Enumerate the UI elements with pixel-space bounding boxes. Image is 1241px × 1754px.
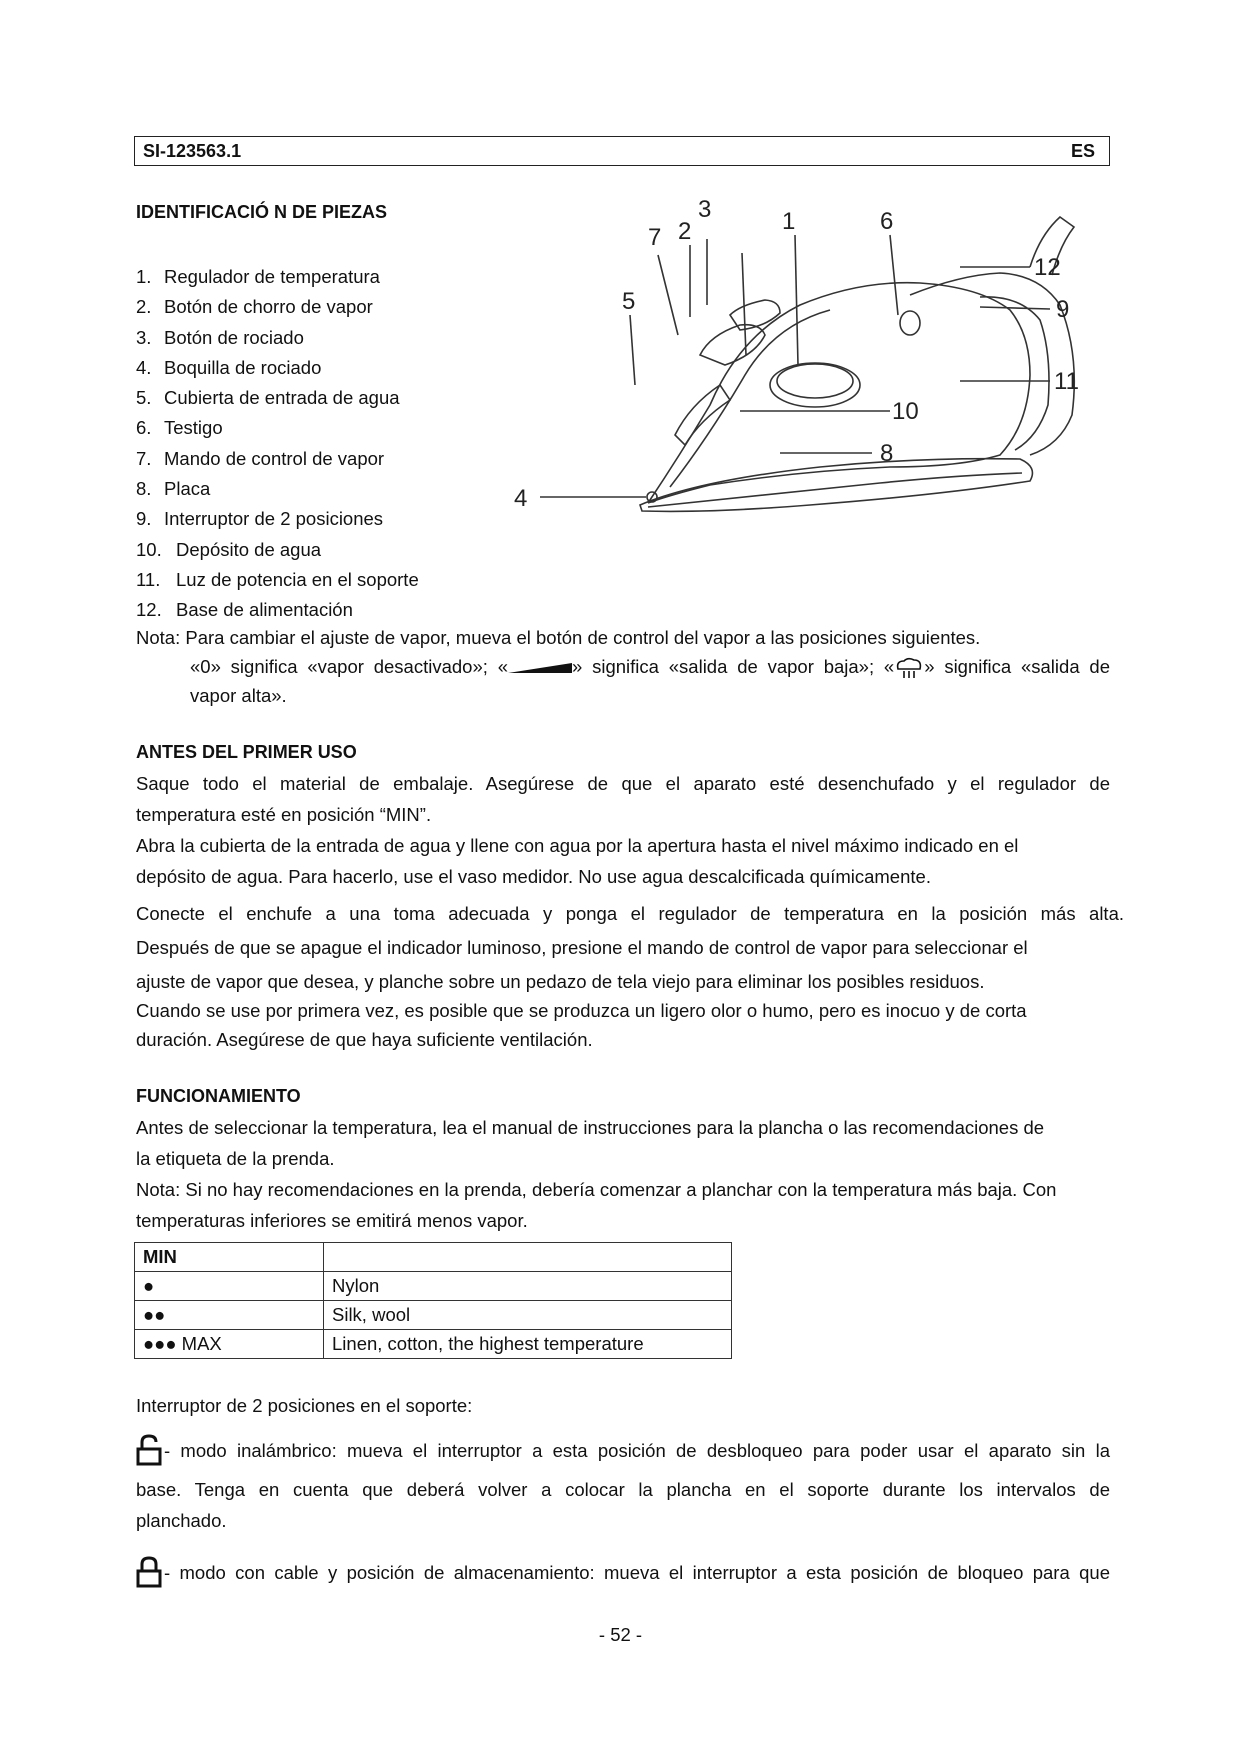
steam-note-line2: «0» significa «vapor desactivado»; « » significa «salida de vapor baja»; « » significa «salida de [190, 652, 1110, 681]
operation-p1-l1: Antes de seleccionar la temperatura, lea el manual de instrucciones para la plancha o las recomendaciones de [136, 1117, 1045, 1138]
temperature-table [134, 1242, 732, 1359]
table-cell: ●●● MAX [135, 1330, 324, 1359]
list-item: 8. Placa [136, 478, 211, 500]
table-cell: Silk, wool [324, 1301, 732, 1330]
switch-intro: Interruptor de 2 posiciones en el soporte: [136, 1395, 473, 1416]
diagram-label-6: 6 [880, 208, 894, 235]
parts-heading: IDENTIFICACIÓ N DE PIEZAS [136, 202, 388, 222]
operation-p2-l1: Nota: Si no hay recomendaciones en la prenda, debería comenzar a planchar con la temperatura más baja. Con [136, 1179, 1057, 1200]
table-cell: Nylon [324, 1272, 732, 1301]
diagram-label-10: 10 [892, 398, 919, 425]
before-use-p4-l2: duración. Asegúrese de que haya suficiente ventilación. [136, 1029, 593, 1050]
cordless-l2: base. Tenga en cuenta que deberá volver a colocar la plancha en el soporte durante los intervalos de [136, 1479, 1110, 1500]
before-use-p3-l2: Después de que se apague el indicador luminoso, presione el mando de control de vapor para seleccionar el [136, 937, 1028, 958]
operation-p1-l2: la etiqueta de la prenda. [136, 1148, 335, 1169]
list-item: 7. Mando de control de vapor [136, 447, 385, 469]
before-use-p4-l1: Cuando se use por primera vez, es posible que se produzca un ligero olor o humo, pero es inocuo y de corta [136, 1000, 1027, 1021]
page-number: - 52 - [598, 1624, 643, 1645]
table-row [135, 1330, 732, 1359]
steam-note: Nota: Para cambiar el ajuste de vapor, mueva el botón de control del vapor a las posiciones siguientes. [136, 627, 981, 648]
table-cell: ● [135, 1272, 324, 1301]
table-row [135, 1243, 732, 1272]
before-use-p3-l3: ajuste de vapor que desea, y planche sobre un pedazo de tela viejo para eliminar los posibles residuos. [136, 971, 985, 992]
before-use-heading: ANTES DEL PRIMER USO [136, 742, 357, 762]
table-cell: ●● [135, 1301, 324, 1330]
operation-p2-l2: temperaturas inferiores se emitirá menos vapor. [136, 1210, 528, 1231]
document-header [134, 136, 1110, 166]
list-item: 4. Boquilla de rociado [136, 356, 322, 378]
table-row [135, 1301, 732, 1330]
diagram-label-5: 5 [622, 288, 636, 315]
before-use-p2-l1: Abra la cubierta de la entrada de agua y llene con agua por la apertura hasta el nivel máximo indicado en el [136, 835, 1019, 856]
steam-note-line3: vapor alta». [190, 685, 287, 706]
corded-l1: - modo con cable y posición de almacenamiento: mueva el interruptor a esta posición de bloqueo para que [136, 1556, 1110, 1588]
before-use-p3-l1: Conecte el enchufe a una toma adecuada y ponga el regulador de temperatura en la posición más alta. [136, 903, 1124, 924]
list-item: 5. Cubierta de entrada de agua [136, 387, 400, 409]
table-cell [324, 1243, 732, 1272]
list-item: 1. Regulador de temperatura [136, 266, 380, 287]
diagram-label-7: 7 [648, 224, 662, 251]
steam-high-icon [894, 657, 924, 679]
diagram-label-12: 12 [1034, 254, 1061, 281]
iron-diagram [514, 196, 1120, 535]
diagram-label-3: 3 [698, 196, 712, 223]
before-use-p2-l2: depósito de agua. Para hacerlo, use el vaso medidor. No use agua descalcificada químicamente. [136, 866, 931, 887]
cordless-l1: - modo inalámbrico: mueva el interruptor a esta posición de desbloqueo para poder usar el aparato sin la [136, 1434, 1110, 1466]
diagram-label-1: 1 [782, 208, 796, 235]
diagram-label-4: 4 [514, 485, 528, 512]
table-cell: MIN [135, 1243, 324, 1272]
operation-heading: FUNCIONAMIENTO [136, 1086, 301, 1106]
list-item: 9. Interruptor de 2 posiciones [136, 508, 384, 530]
table-row [135, 1272, 732, 1301]
document-code: SI-123563.1 [143, 140, 242, 161]
diagram-label-11: 11 [1054, 368, 1079, 395]
language-code: ES [1070, 140, 1095, 161]
diagram-label-9: 9 [1056, 296, 1070, 323]
list-item: 10. Depósito de agua [136, 538, 322, 560]
before-use-p1-l1: Saque todo el material de embalaje. Asegúrese de que el aparato esté desenchufado y el regulador de [136, 773, 1110, 794]
parts-list [136, 262, 419, 626]
list-item: 12. Base de alimentación [136, 599, 353, 621]
cordless-l3: planchado. [136, 1510, 227, 1531]
lock-icon [136, 1556, 162, 1588]
diagram-label-8: 8 [880, 440, 894, 467]
diagram-label-2: 2 [678, 218, 692, 245]
unlock-icon [136, 1434, 162, 1466]
list-item: 2. Botón de chorro de vapor [136, 296, 373, 318]
list-item: 6. Testigo [136, 417, 223, 439]
before-use-p1-l2: temperatura esté en posición “MIN”. [136, 804, 432, 825]
list-item: 11. Luz de potencia en el soporte [136, 568, 419, 590]
list-item: 3. Botón de rociado [136, 326, 304, 348]
table-cell: Linen, cotton, the highest temperature [324, 1330, 732, 1359]
steam-low-icon [508, 662, 572, 674]
